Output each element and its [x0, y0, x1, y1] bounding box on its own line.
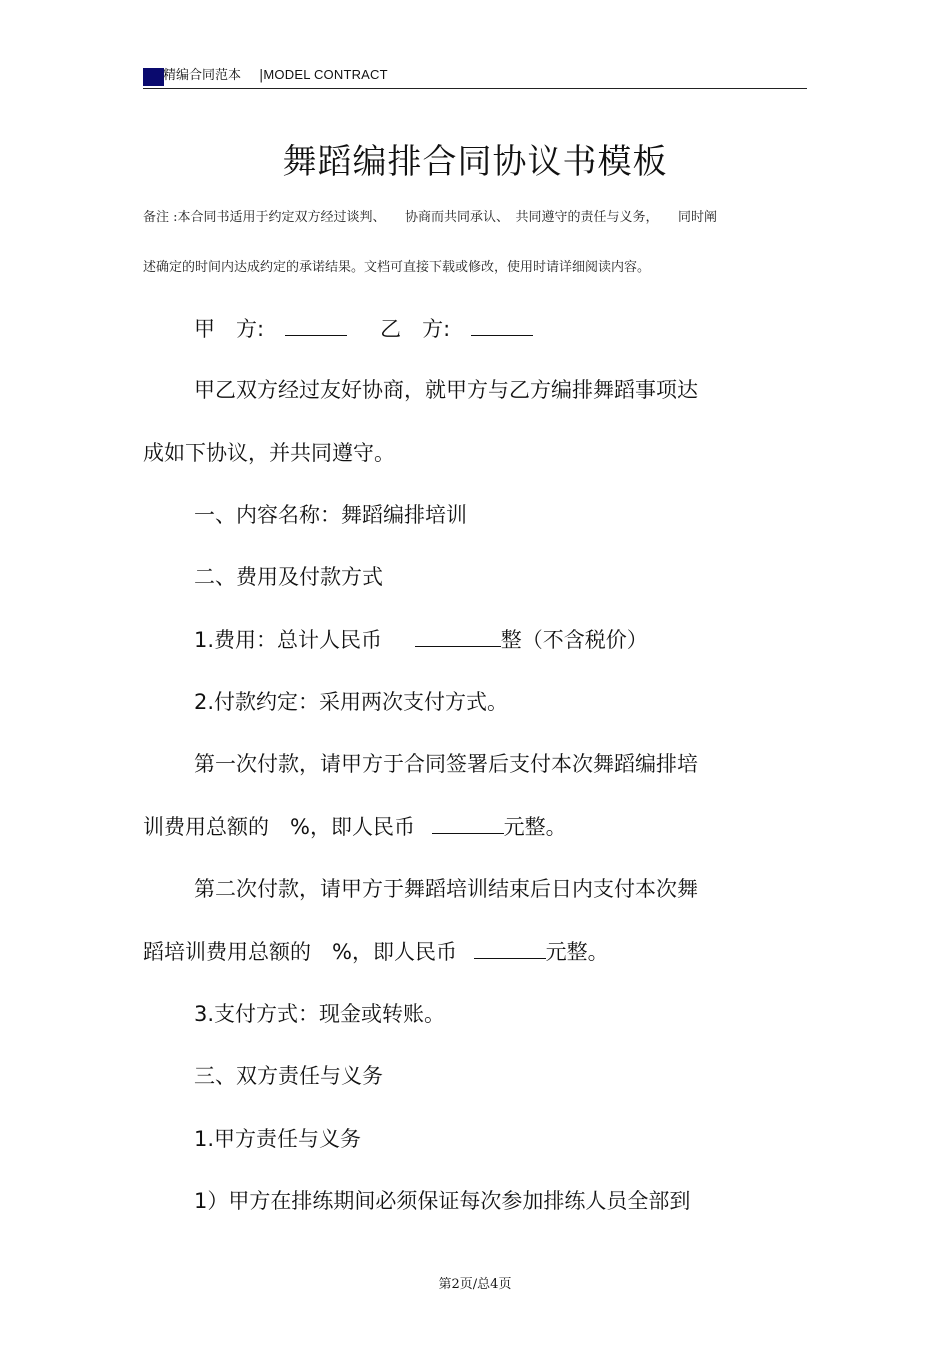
page-header	[143, 66, 807, 89]
payment-method: 3.支付方式：现金或转账。	[194, 1002, 446, 1026]
second-payment-suffix: 元整。	[545, 940, 609, 964]
logo-square-icon	[143, 68, 164, 86]
section-3-heading: 三、双方责任与义务	[194, 1064, 383, 1088]
header-brand-cn: 精编合同范本	[163, 68, 242, 83]
page-number: 第2页/总4页	[438, 1277, 512, 1292]
party-b-blank[interactable]	[471, 315, 533, 336]
intro-line-2: 成如下协议，并共同遵守。	[143, 441, 395, 465]
fee-prefix: 1.费用：总计人民币	[194, 628, 383, 652]
payment-agreement: 2.付款约定：采用两次支付方式。	[194, 690, 509, 714]
second-payment-amount-blank[interactable]	[474, 938, 546, 959]
section-2-heading: 二、费用及付款方式	[194, 565, 383, 589]
note-line-2: 述确定的时间内达成约定的承诺结果。文档可直接下载或修改，使用时请详细阅读内容。	[143, 260, 651, 275]
item-1: 1）甲方在排练期间必须保证每次参加排练人员全部到	[194, 1189, 691, 1213]
sub-heading-party-a: 1.甲方责任与义务	[194, 1127, 362, 1151]
first-payment-line-2	[143, 812, 567, 842]
header-brand	[163, 66, 388, 85]
document-title: 舞蹈编排合同协议书模板	[282, 142, 668, 182]
party-a-blank[interactable]	[285, 315, 347, 336]
section-1-heading: 一、内容名称：舞蹈编排培训	[194, 503, 467, 527]
note-line-1: 备注 :本合同书适用于约定双方经过谈判、 协商而共同承认、 共同遵守的责任与义务， 同时阐	[143, 210, 718, 225]
fee-line	[194, 625, 648, 655]
second-payment-line-1: 第二次付款，请甲方于舞蹈培训结束后日内支付本次舞	[194, 877, 698, 901]
first-payment-prefix: 训费用总额的 %，即人民币	[143, 815, 415, 839]
first-payment-amount-blank[interactable]	[432, 813, 504, 834]
header-separator: |	[259, 68, 264, 83]
first-payment-suffix: 元整。	[503, 815, 567, 839]
party-b-label: 乙 方:	[380, 317, 451, 341]
intro-line-1: 甲乙双方经过友好协商，就甲方与乙方编排舞蹈事项达	[194, 378, 698, 402]
second-payment-line-2	[143, 937, 609, 967]
second-payment-prefix: 蹈培训费用总额的 %，即人民币	[143, 940, 457, 964]
first-payment-line-1: 第一次付款，请甲方于合同签署后支付本次舞蹈编排培	[194, 752, 698, 776]
fee-suffix: 整（不含税价）	[500, 628, 648, 652]
parties-line	[194, 314, 533, 344]
header-brand-en: MODEL CONTRACT	[263, 67, 388, 82]
party-a-label: 甲 方:	[194, 317, 265, 341]
fee-amount-blank[interactable]	[415, 626, 501, 647]
